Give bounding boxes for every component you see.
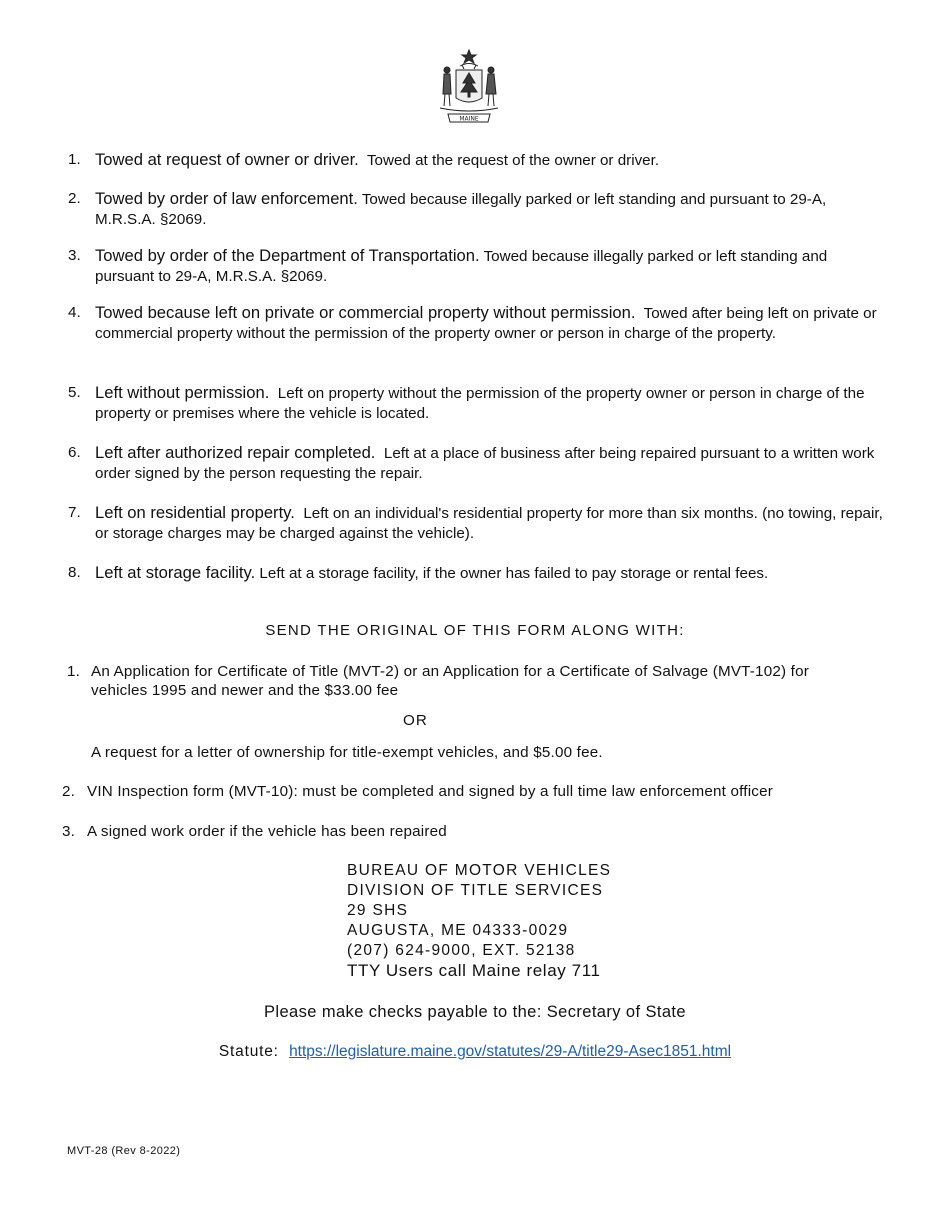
statute-line (0, 1043, 950, 1061)
reason-number: 6. (68, 444, 81, 461)
reason-item (68, 246, 883, 287)
maine-state-seal (436, 48, 502, 126)
reason-title: Left on residential property. (95, 503, 295, 522)
reason-number: 7. (68, 504, 81, 521)
send-item-number: 2. (62, 783, 76, 800)
reason-text: Left on an individual's residential property for more than six months. (no towing, repair, or storage charges may be charged against the vehicle). (95, 505, 883, 542)
or-separator: OR (403, 712, 428, 729)
reason-number: 3. (68, 247, 81, 264)
address-phone: (207) 624-9000, EXT. 52138 (347, 942, 576, 959)
reason-item (68, 303, 883, 344)
reason-item (68, 443, 883, 484)
reason-text: Left at a storage facility, if the owner has failed to pay storage or rental fees. (259, 565, 769, 582)
seal-ribbon-label: MAINE (459, 115, 479, 123)
send-item-number: 1. (67, 663, 81, 680)
reason-title: Left without permission. (95, 383, 270, 402)
reason-item (68, 563, 883, 584)
reason-number: 5. (68, 384, 81, 401)
reason-text: Towed because illegally parked or left standing and pursuant to 29-A, M.R.S.A. §2069. (95, 248, 828, 285)
reason-item (68, 503, 883, 544)
send-item (67, 662, 867, 700)
reason-text: Towed after being left on private or commercial property without the permission of the property owner or person in charge of the property. (95, 305, 877, 342)
reason-number: 4. (68, 304, 81, 321)
reason-text: Towed because illegally parked or left standing and pursuant to 29-A, M.R.S.A. §2069. (95, 191, 827, 228)
address-line: AUGUSTA, ME 04333-0029 (347, 922, 569, 939)
statute-label: Statute: (218, 1043, 279, 1060)
reason-title: Left at storage facility. (95, 563, 256, 582)
send-section-title: SEND THE ORIGINAL OF THIS FORM ALONG WITH: (265, 622, 685, 639)
send-item-text: A signed work order if the vehicle has been repaired (87, 823, 447, 840)
reason-item (68, 150, 883, 171)
reason-number: 8. (68, 564, 81, 581)
reason-title: Towed at request of owner or driver. (95, 150, 359, 169)
send-item (62, 782, 892, 801)
send-item-number: 3. (62, 823, 76, 840)
bmv-address-block (347, 861, 611, 981)
reason-title: Towed because left on private or commercial property without permission. (95, 303, 636, 322)
form-revision-id: MVT-28 (Rev 8-2022) (67, 1145, 181, 1157)
send-item (91, 743, 871, 762)
reason-text: Left on property without the permission of the property owner or person in charge of the property or premises where the vehicle is located. (95, 385, 865, 422)
send-item-text: A request for a letter of ownership for title-exempt vehicles, and $5.00 fee. (91, 744, 603, 761)
send-item (62, 822, 892, 841)
reason-item (68, 189, 883, 230)
reason-text: Towed at the request of the owner or driver. (366, 152, 660, 169)
checks-payable-note: Please make checks payable to the: Secretary of State (263, 1003, 686, 1021)
address-line: BUREAU OF MOTOR VEHICLES (347, 862, 612, 879)
send-item-text: VIN Inspection form (MVT-10): must be completed and signed by a full time law enforcement officer (87, 783, 773, 800)
reason-item (68, 383, 883, 424)
reason-number: 2. (68, 190, 81, 207)
address-line: DIVISION OF TITLE SERVICES (347, 882, 604, 899)
address-line: 29 SHS (347, 902, 409, 919)
reason-number: 1. (68, 151, 81, 168)
reason-text: Left at a place of business after being repaired pursuant to a written work order signed by the person requesting the repair. (95, 445, 875, 482)
reason-title: Left after authorized repair completed. (95, 443, 376, 462)
reason-title: Towed by order of law enforcement. (95, 189, 358, 208)
reason-title: Towed by order of the Department of Transportation. (95, 246, 480, 265)
address-tty: TTY Users call Maine relay 711 (347, 961, 601, 980)
statute-link[interactable]: https://legislature.maine.gov/statutes/29-A/title29-Asec1851.html (289, 1043, 732, 1060)
send-item-text: An Application for Certificate of Title (MVT-2) or an Application for a Certificate of Salvage (MVT-102) for vehicles 1995 and newer and the $33.00 fee (91, 663, 809, 699)
